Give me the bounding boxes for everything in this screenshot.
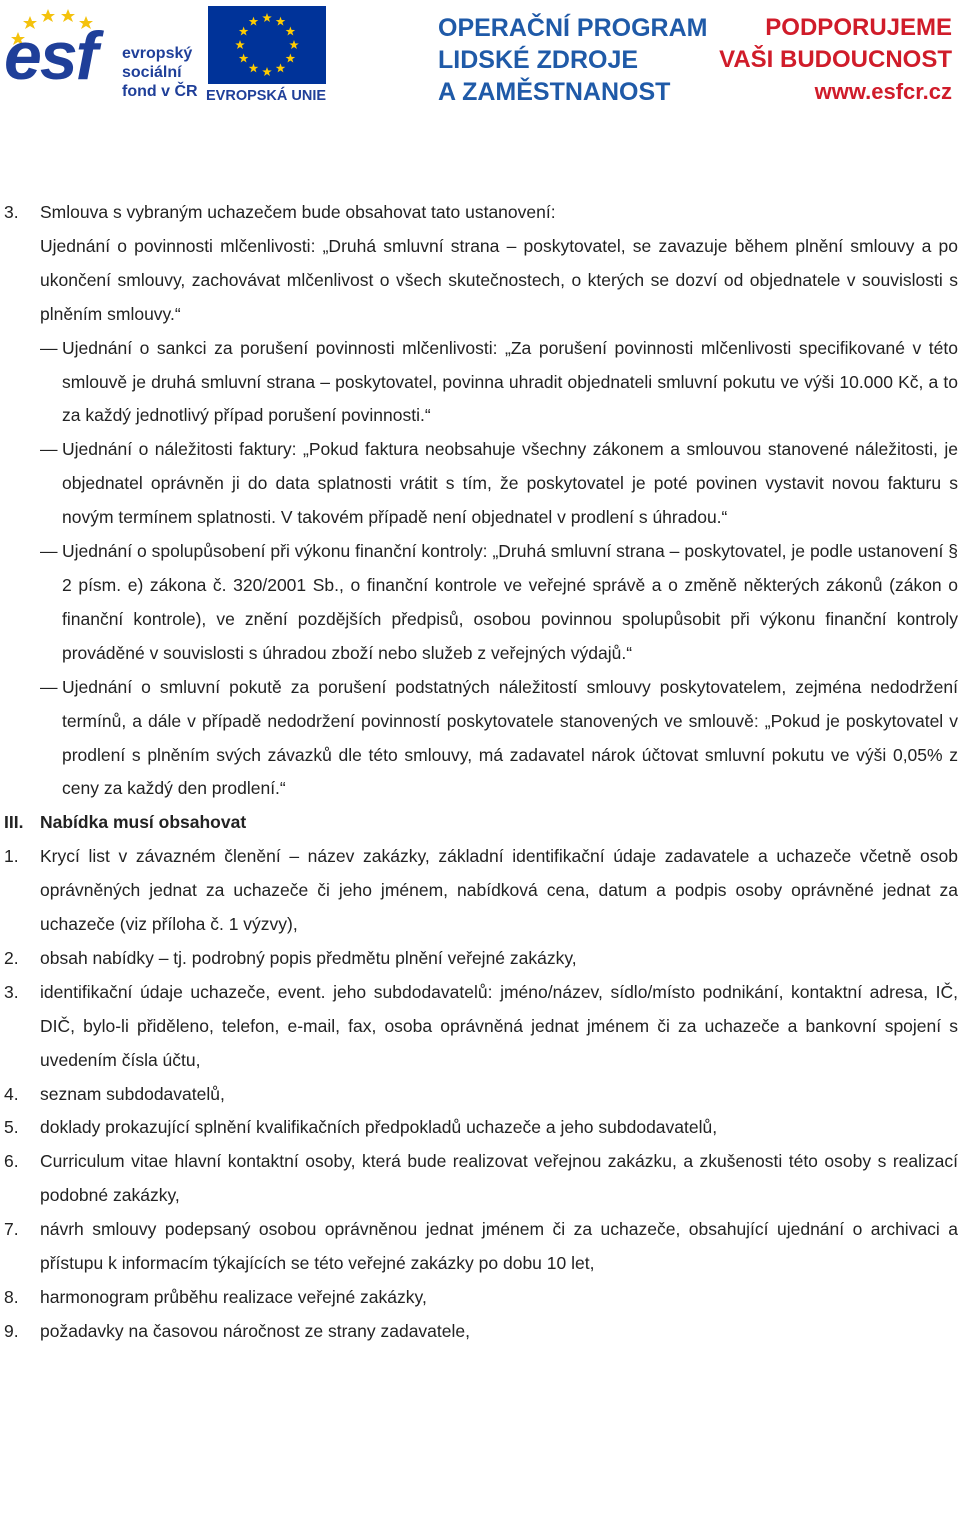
offer-item-number: 2.	[4, 947, 19, 968]
offer-item-number: 4.	[4, 1083, 19, 1104]
agreement-bullet	[0, 535, 958, 671]
op-line: A ZAMĚSTNANOST	[438, 78, 671, 106]
offer-item	[0, 1078, 958, 1112]
section-heading	[0, 806, 958, 840]
dash-icon: —	[40, 439, 58, 460]
offer-item-text: identifikační údaje uchazeče, event. jeho subdodavatelů: jméno/název, sídlo/místo podnikání, kontaktní adresa, IČ, DIČ, bylo-li přiděleno, telefon, e-mail, fax, osoba oprávněná jednat jménem či za uchazeče a bankovní spojení s uvedením čísla účtu,	[40, 981, 958, 1070]
agreement-bullet-text: Ujednání o spolupůsobení při výkonu finanční kontroly: „Druhá smluvní strana – poskytovatel, je podle ustanovení § 2 písm. e) zákona č. 320/2001 Sb., o finanční kontrole ve veřejné správě a o změně některých zákonů (zákon o finanční kontrole), ve znění pozdějších předpisů, osobou povinnou spolupůsobit při výkonu finanční kontroly prováděné v souvislosti s úhradou zboží nebo služeb z veřejných výdajů.“	[62, 541, 958, 663]
dash-icon: —	[40, 337, 58, 358]
op-line: LIDSKÉ ZDROJE	[438, 46, 639, 74]
esf-text	[122, 44, 198, 101]
slogan-url: www.esfcr.cz	[814, 79, 952, 104]
dash-icon: —	[40, 541, 58, 562]
agreement-bullets	[0, 332, 958, 807]
eu-caption: EVROPSKÁ UNIE	[206, 88, 327, 104]
slogan	[719, 12, 952, 108]
offer-item-text: návrh smlouvy podepsaný osobou oprávněnou jednat jménem či za uchazeče, obsahující ujednání o archivaci a přístupu k informacím týkajících se této veřejné zakázky po dobu 10 let,	[40, 1219, 958, 1274]
header-banner	[0, 0, 960, 110]
offer-item	[0, 1213, 958, 1281]
offer-item-number: 9.	[4, 1320, 19, 1341]
offer-item-text: harmonogram průběhu realizace veřejné zakázky,	[40, 1287, 427, 1307]
offer-item-number: 6.	[4, 1151, 19, 1172]
offer-items	[0, 840, 958, 1349]
esf-mark: esf	[4, 18, 97, 94]
offer-item	[0, 1145, 958, 1213]
offer-item-text: požadavky na časovou náročnost ze strany zadavatele,	[40, 1320, 470, 1341]
offer-item-number: 3.	[4, 981, 19, 1002]
agreement-bullet	[0, 433, 958, 535]
slogan-line: VAŠI BUDOUCNOST	[719, 46, 952, 73]
offer-item	[0, 840, 958, 942]
offer-item	[0, 976, 958, 1078]
offer-item-text: doklady prokazující splnění kvalifikačních předpokladů uchazeče a jeho subdodavatelů,	[40, 1117, 718, 1138]
offer-item	[0, 942, 958, 976]
agreement-bullet-text: Ujednání o náležitosti faktury: „Pokud faktura neobsahuje všechny zákonem a smlouvou stanovené náležitosti, je objednatel oprávněn ji do data splatnosti vrátit s tím, že poskytovatel je poté povinen vystavit novou fakturu s novým termínem splatnosti. V takovém případě není objednatel v prodlení s úhradou.“	[62, 439, 958, 528]
op-line: OPERAČNÍ PROGRAM	[438, 14, 708, 42]
document-body	[0, 196, 958, 1349]
esf-logo	[4, 6, 200, 104]
agreement-bullet	[0, 671, 958, 807]
slogan-line: PODPORUJEME	[765, 14, 952, 41]
agreement-bullet-text: Ujednání o smluvní pokutě za porušení podstatných náležitostí smlouvy poskytovatelem, zejména nedodržení termínů, a dále v případě nedodržení povinností poskytovatele stanovených ve smlouvě: „Pokud je poskytovatel v prodlení s plněním svých závazků dle této smlouvy, má zadavatel nárok účtovat smluvní pokutu ve výši 0,05% z ceny za každý den prodlení.“	[62, 676, 958, 799]
offer-item-text: Curriculum vitae hlavní kontaktní osoby, která bude realizovat veřejnou zakázku, a zkušenosti této osoby s realizací podobné zakázky,	[40, 1151, 958, 1206]
offer-item-number: 7.	[4, 1219, 19, 1240]
offer-item-number: 1.	[4, 846, 19, 867]
offer-item	[0, 1315, 958, 1349]
esf-text-line: fond v ČR	[122, 83, 198, 100]
offer-item-number: 5.	[4, 1117, 19, 1138]
op-program-title	[438, 12, 707, 108]
clause-3-paragraph: Ujednání o povinnosti mlčenlivosti: „Druhá smluvní strana – poskytovatel, se zavazuje během plnění smlouvy a po ukončení smlouvy, zachovávat mlčenlivost o všech skutečnostech, o kterých se dozví od objednatele v souvislosti s plněním smlouvy.“	[40, 235, 958, 324]
eu-logo	[206, 6, 334, 106]
eu-flag-icon	[208, 6, 326, 84]
offer-item-text: obsah nabídky – tj. podrobný popis předmětu plnění veřejné zakázky,	[40, 947, 577, 968]
esf-text-line: sociální	[122, 64, 182, 81]
offer-item-text: Krycí list v závazném členění – název zakázky, základní identifikační údaje zadavatele a uchazeče včetně osob oprávněných jednat za uchazeče či jeho jménem, nabídková cena, datum a podpis osoby oprávněné jednat za uchazeče (viz příloha č. 1 výzvy),	[40, 846, 958, 935]
esf-text-line: evropský	[122, 45, 193, 62]
agreement-bullet-text: Ujednání o sankci za porušení povinnosti mlčenlivosti: „Za porušení povinnosti mlčenlivosti specifikované v této smlouvě je druhá smluvní strana – poskytovatel, povinna uhradit objednateli smluvní pokutu ve výši 10.000 Kč, a to za každý jednotlivý případ porušení povinnosti.“	[62, 337, 958, 426]
offer-item-number: 8.	[4, 1287, 19, 1307]
agreement-bullet	[0, 332, 958, 434]
offer-item	[0, 1111, 958, 1145]
offer-item	[0, 1281, 958, 1315]
clause-3-lead: Smlouva s vybraným uchazečem bude obsahovat tato ustanovení:	[40, 202, 556, 222]
section-title: Nabídka musí obsahovat	[40, 812, 247, 833]
section-number: III.	[4, 812, 24, 833]
offer-item-text: seznam subdodavatelů,	[40, 1083, 225, 1104]
dash-icon: —	[40, 676, 58, 697]
clause-3	[0, 196, 958, 332]
clause-number: 3.	[4, 202, 19, 222]
